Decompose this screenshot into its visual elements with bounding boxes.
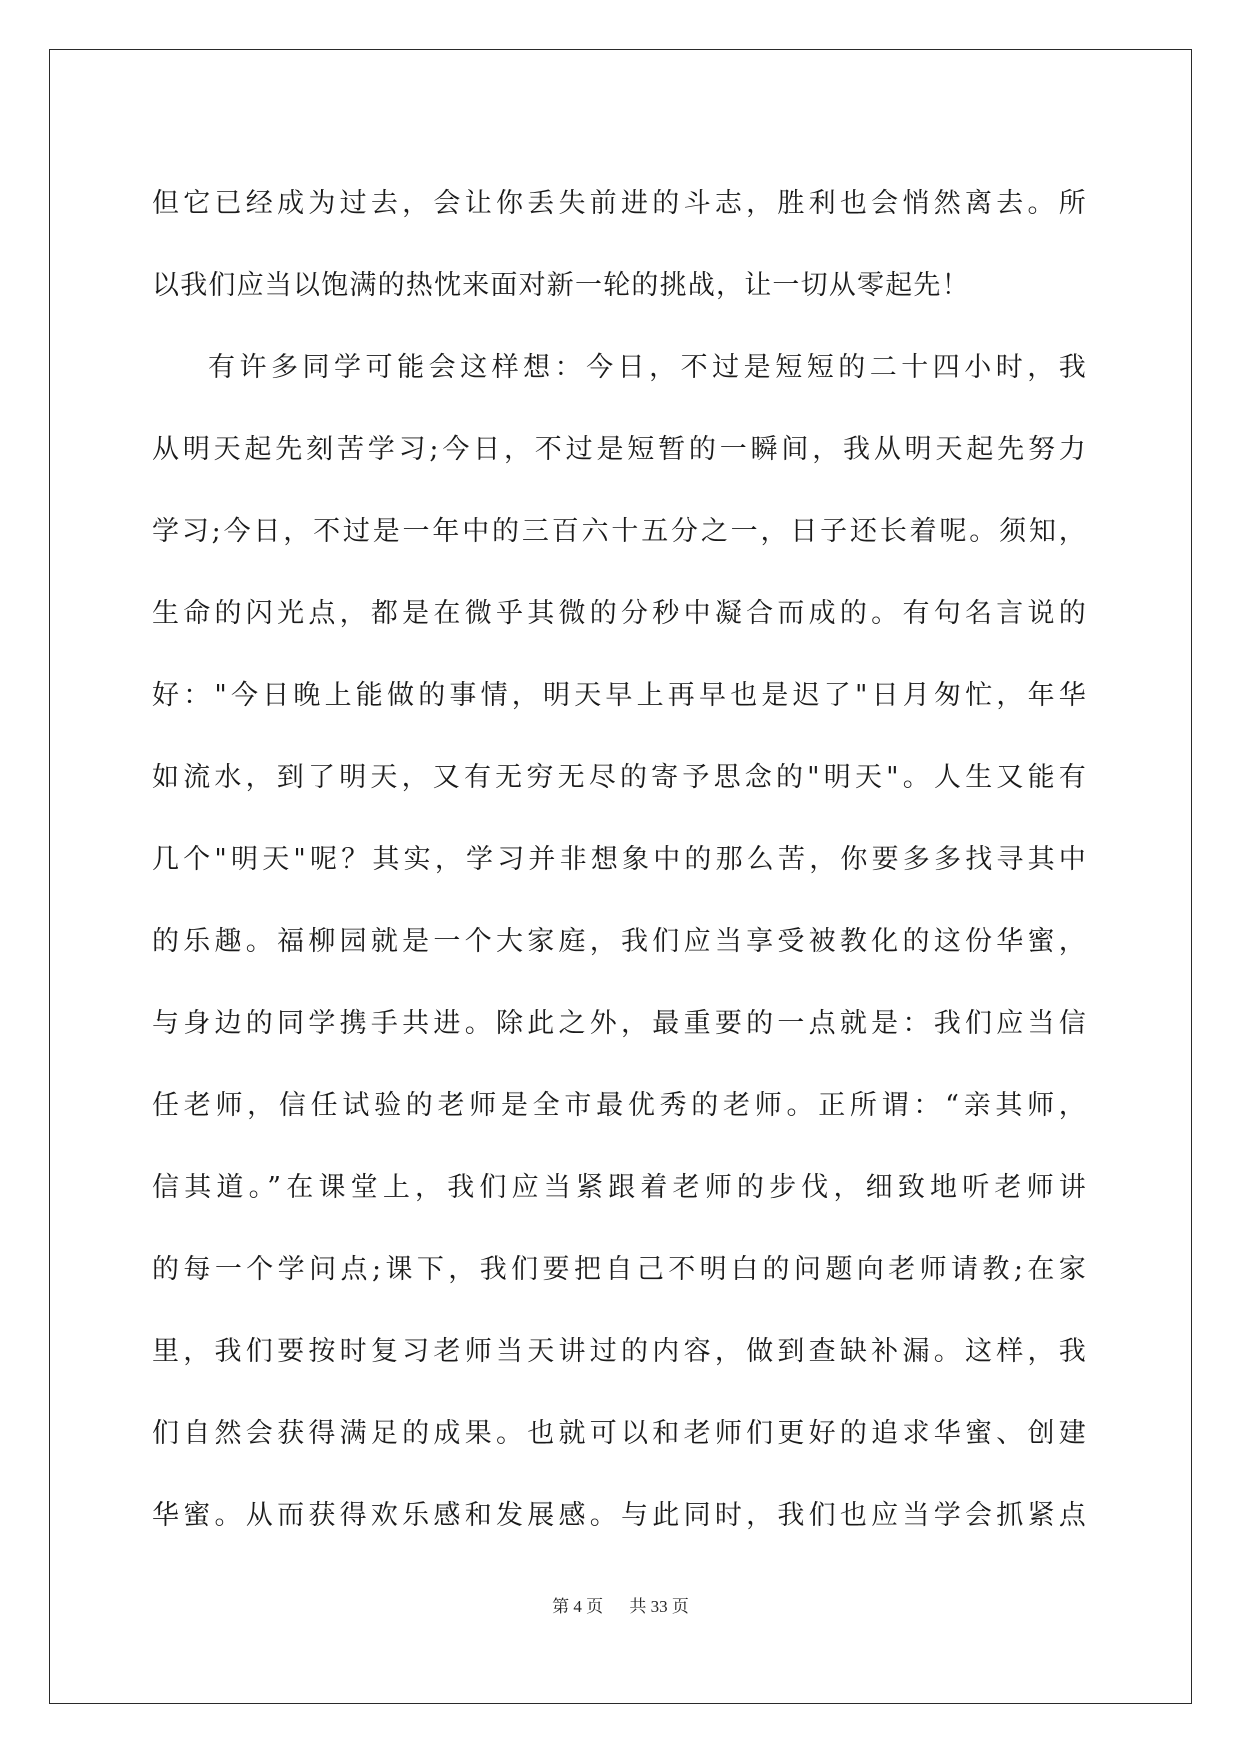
page-total: 共 33 页	[629, 1597, 689, 1616]
page-number: 第 4 页	[552, 1597, 604, 1616]
text-line: 如流水，到了明天，又有无穷无尽的寄予思念的"明天"。人生又能有	[152, 762, 1087, 793]
text-line: 里，我们要按时复习老师当天讲过的内容，做到查缺补漏。这样，我	[152, 1336, 1087, 1367]
text-line: 从明天起先刻苦学习;今日，不过是短暂的一瞬间，我从明天起先努力	[152, 434, 1087, 465]
page-footer	[0, 1592, 1241, 1617]
paragraph-first-line: 有许多同学可能会这样想：今日，不过是短短的二十四小时，我	[208, 352, 1087, 383]
text-line: 生命的闪光点，都是在微乎其微的分秒中凝合而成的。有句名言说的	[152, 598, 1087, 629]
text-line: 的乐趣。福柳园就是一个大家庭，我们应当享受被教化的这份华蜜，	[152, 926, 1087, 957]
text-line: 但它已经成为过去，会让你丢失前进的斗志，胜利也会悄然离去。所	[152, 188, 1087, 219]
text-line: 几个"明天"呢？其实，学习并非想象中的那么苦，你要多多找寻其中	[152, 844, 1087, 875]
text-line: 信其道。”在课堂上，我们应当紧跟着老师的步伐，细致地听老师讲	[152, 1172, 1087, 1203]
document-body	[152, 163, 1087, 1557]
text-line: 的每一个学问点;课下，我们要把自己不明白的问题向老师请教;在家	[152, 1254, 1087, 1285]
text-line: 好："今日晚上能做的事情，明天早上再早也是迟了"日月匆忙，年华	[152, 680, 1087, 711]
text-line: 任老师，信任试验的老师是全市最优秀的老师。正所谓：“亲其师，	[152, 1090, 1087, 1121]
text-line: 学习;今日，不过是一年中的三百六十五分之一，日子还长着呢。须知，	[152, 516, 1087, 547]
text-line: 以我们应当以饱满的热忱来面对新一轮的挑战，让一切从零起先！	[152, 270, 970, 301]
text-line: 华蜜。从而获得欢乐感和发展感。与此同时，我们也应当学会抓紧点	[152, 1500, 1087, 1531]
text-line: 们自然会获得满足的成果。也就可以和老师们更好的追求华蜜、创建	[152, 1418, 1087, 1449]
text-line: 与身边的同学携手共进。除此之外，最重要的一点就是：我们应当信	[152, 1008, 1087, 1039]
